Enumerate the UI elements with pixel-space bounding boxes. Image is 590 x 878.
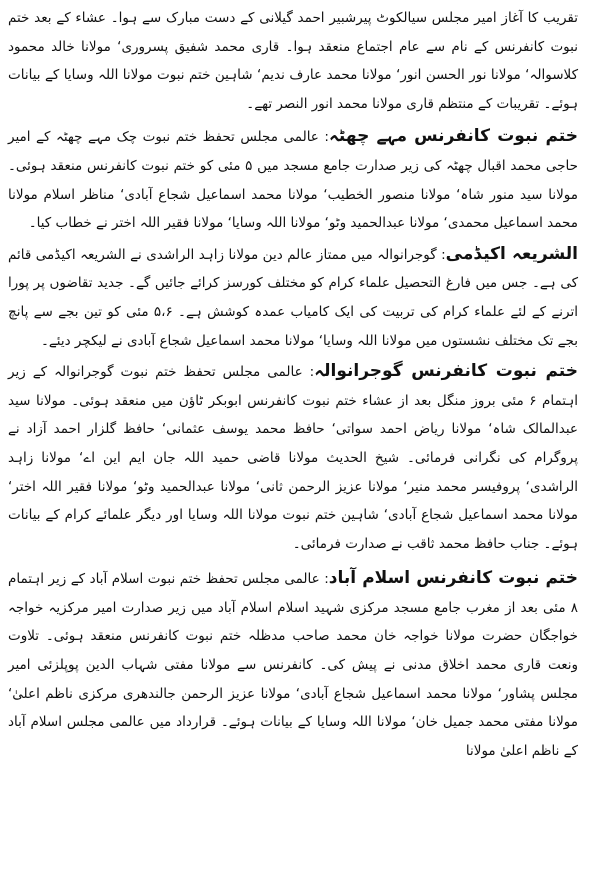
- heading-shariah-academy: الشریعہ اکیڈمی: [445, 243, 578, 264]
- heading-islamabad-conference: ختم نبوت کانفرنس اسلام آباد: [328, 568, 578, 589]
- paragraph-opening: [8, 4, 578, 118]
- paragraph-gujranwala-conference-text: : عالمی مجلس تحفظ ختم نبوت گوجرانوالہ کے زیر اہتمام ۶ مئی بروز منگل بعد از عشاء ختم نبوت کانفرنس ابوبکر ٹاؤن میں منعقد ہوئی۔ مولانا سید عبدالمالک شاہ‘ مولانا ریاض احمد سواتی‘ حافظ محمد یوسف عثمانی‘ حافظ گلزار احمد آزاد نے پروگرام کی نگرانی فرمائی۔ شیخ الحدیث مولانا قاضی حمید اللہ جان ایم این اے‘ مولانا زاہد الراشدی‘ پروفیسر محمد منیر‘ مولانا عزیز الرحمن ثانی‘ مولانا عبدالحمید وٹو‘ مولانا فقیر اللہ اختر‘ مولانا محمد اسماعیل شجاع آبادی‘ شاہین ختم نبوت مولانا اللہ وسایا اور دیگر علمائے کرام کے بیانات ہوئے۔ جناب حافظ محمد ثاقب نے صدارت فرمائی۔: [8, 364, 578, 552]
- paragraph-shariah-academy-text: : گوجرانوالہ میں ممتاز عالم دین مولانا زاہد الراشدی نے الشریعہ اکیڈمی قائم کی ہے۔ جس میں فارغ التحصیل علماء کرام کو مختلف کورسز کرائے جائیں گے۔ جدید تقاضوں پر پورا اترنے کے لئے علماء کرام کی تربیت کی ایک کامیاب عمدہ کوشش ہے۔ ۵،۶ مئی کو تین بجے سے پانچ بجے تک مختلف نشستوں میں مولانا اللہ وسایا‘ مولانا محمد اسماعیل شجاع آبادی نے لیکچر دیئے۔: [8, 246, 578, 349]
- paragraph-chatha-conference-text: : عالمی مجلس تحفظ ختم نبوت چک مہے چھٹہ کے امیر حاجی محمد اقبال چھٹہ کی زیر صدارت جامع مسجد میں ۵ مئی کو ختم نبوت کانفرنس منعقد ہوئی۔ مولانا سید منور شاہ‘ مولانا منصور الخطیب‘ مولانا محمد اسماعیل شجاع آبادی‘ مناظر اسلام مولانا محمد اسماعیل محمدی‘ مولانا عبدالحمید وٹو‘ مولانا اللہ وسایا‘ مولانا فقیر اللہ اختر نے خطاب کیا۔: [8, 129, 578, 232]
- paragraph-islamabad-conference: [8, 564, 578, 765]
- paragraph-shariah-academy: [8, 240, 578, 355]
- paragraph-chatha-conference: [8, 122, 578, 237]
- paragraph-opening-text: تقریب کا آغاز امیر مجلس سیالکوٹ پیرشبیر احمد گیلانی کے دست مبارک سے ہوا۔ عشاء کے بعد ختم نبوت کانفرنس کے نام سے عام اجتماع منعقد ہوا۔ قاری محمد شفیق پسروری‘ مولانا خالد محمود کلاسوالہ‘ مولانا نور الحسن انور‘ مولانا محمد عارف ندیم‘ شاہین ختم نبوت مولانا اللہ وسایا کے بیانات ہوئے۔ تقریبات کے منتظم قاری مولانا محمد انور النصر تھے۔: [8, 10, 578, 112]
- paragraph-islamabad-conference-text: : عالمی مجلس تحفظ ختم نبوت اسلام آباد کے زیر اہتمام ۸ مئی بعد از مغرب جامع مسجد مرکزی شہید اسلام اسلام آباد میں زیر صدارت امیر مرکزیہ خواجہ خواجگان حضرت مولانا خواجہ خان محمد صاحب مدظلہ ختم نبوت کانفرنس منعقد ہوئی۔ تلاوت ونعت قاری محمد اخلاق مدنی نے پیش کی۔ کانفرنس سے مولانا مفتی شہاب الدین پوپلزئی امیر مجلس پشاور‘ مولانا محمد اسماعیل شجاع آبادی‘ مولانا عزیز الرحمن جالندھری مرکزی ناظم اعلیٰ‘ مولانا مفتی محمد جمیل خان‘ مولانا اللہ وسایا کے بیانات ہوئے۔ قرارداد میں عالمی مجلس اسلام آباد کے ناظم اعلیٰ مولانا: [8, 571, 578, 759]
- heading-gujranwala-conference: ختم نبوت کانفرنس گوجرانوالہ: [314, 361, 578, 382]
- paragraph-gujranwala-conference: [8, 357, 578, 558]
- heading-chatha-conference: ختم نبوت کانفرنس مہے چھٹہ: [328, 126, 578, 147]
